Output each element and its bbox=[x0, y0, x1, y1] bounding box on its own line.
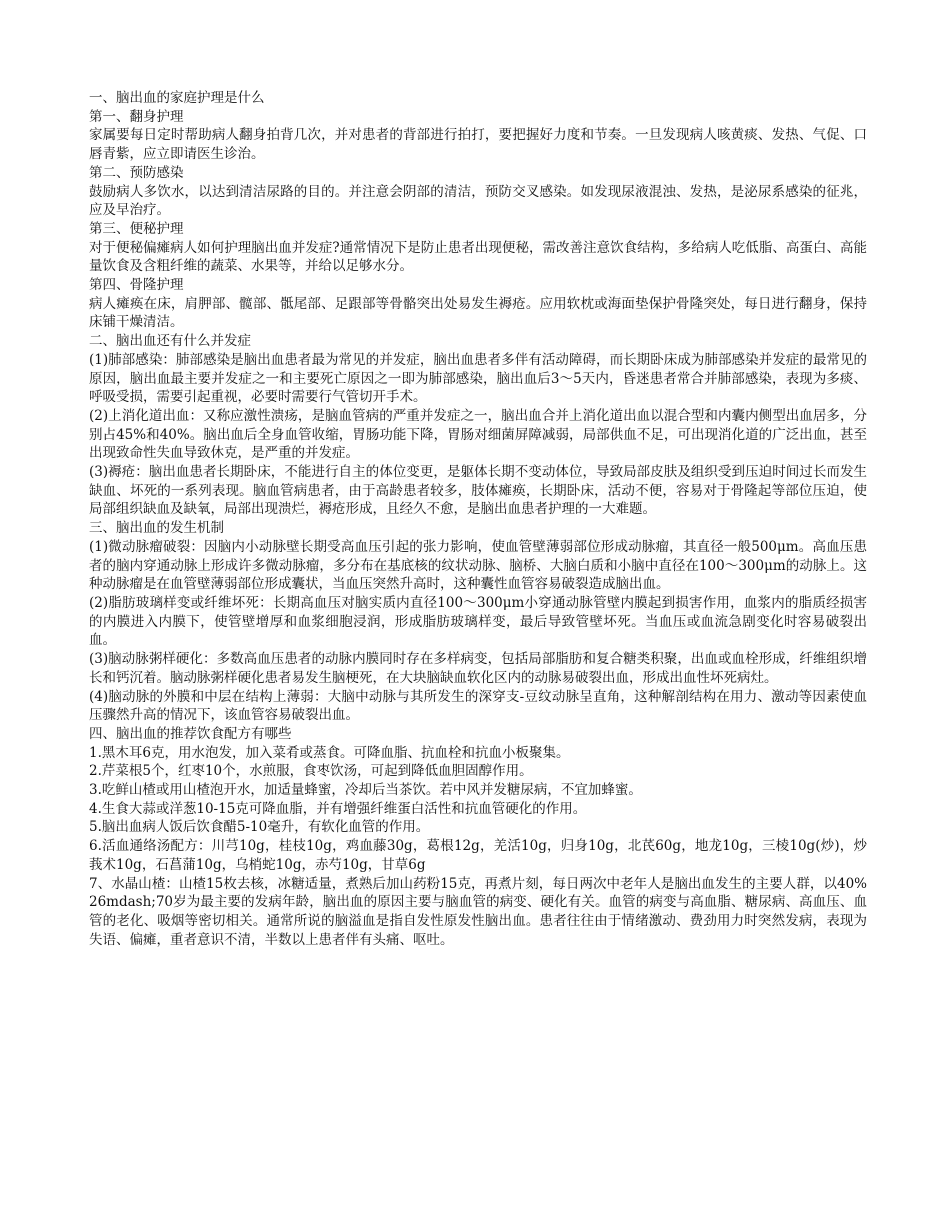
section-heading: 三、脑出血的发生机制 bbox=[89, 520, 224, 537]
list-item: 2.芹菜根5个，红枣10个，水煎服，食枣饮汤，可起到降低血胆固醇作用。 bbox=[89, 763, 533, 780]
paragraph: (3)褥疮：脑出血患者长期卧床，不能进行自主的体位变更，是躯体长期不变动体位，导致局部皮肤及组织受到压迫时间过长而发生缺血、坏死的一系列表现。脑血管病患者，由于高龄患者较多，肢体瘫痪，长期卧床，活动不便，容易对于骨隆起等部位压迫，使局部组织缺血及缺氧，局部出现溃烂，褥疮形成，且经久不愈，是脑出血患者护理的一大难题。 bbox=[89, 464, 867, 518]
list-item: 3.吃鲜山楂或用山楂泡开水，加适量蜂蜜，冷却后当茶饮。若中风并发糖尿病，不宜加蜂蜜。 bbox=[89, 782, 642, 799]
paragraph: (4)脑动脉的外膜和中层在结构上薄弱：大脑中动脉与其所发生的深穿支-豆纹动脉呈直角，这种解剖结构在用力、激动等因素使血压骤然升高的情况下，该血管容易破裂出血。 bbox=[89, 688, 867, 724]
subsection-heading: 第一、翻身护理 bbox=[89, 108, 184, 125]
list-item: 7、水晶山楂：山楂15枚去核，冰糖适量，煮熟后加山药粉15克，再煮片刻，每日两次中老年人是脑出血发生的主要人群，以40%26mdash;70岁为最主要的发病年龄，脑出血的原因主要与脑血管的病变、硬化有关。血管的病变与高血脂、糖尿病、高血压、血管的老化、吸烟等密切相关。通常所说的脑溢血是指自发性原发性脑出血。患者往往由于情绪激动、费劲用力时突然发病，表现为失语、偏瘫，重者意识不清，半数以上患者伴有头痛、呕吐。 bbox=[89, 875, 867, 948]
document-body bbox=[89, 89, 867, 949]
list-item: 4.生食大蒜或洋葱10-15克可降血脂，并有增强纤维蛋白活性和抗血管硬化的作用。 bbox=[89, 800, 587, 817]
paragraph: (2)上消化道出血：又称应激性溃疡，是脑血管病的严重并发症之一，脑出血合并上消化道出血以混合型和内囊内侧型出血居多，分别占45%和40%。脑出血后全身血管收缩，胃肠功能下降，胃肠对细菌屏障减弱，局部供血不足，可出现消化道的广泛出血，甚至出现致命性失血导致休克，是严重的并发症。 bbox=[89, 407, 867, 462]
paragraph: 对于便秘偏瘫病人如何护理脑出血并发症?通常情况下是防止患者出现便秘，需改善注意饮食结构，多给病人吃低脂、高蛋白、高能量饮食及含粗纤维的蔬菜、水果等，并给以足够水分。 bbox=[89, 239, 867, 275]
subsection-heading: 第三、便秘护理 bbox=[89, 220, 184, 237]
paragraph: (3)脑动脉粥样硬化：多数高血压患者的动脉内膜同时存在多样病变，包括局部脂肪和复合糖类积聚，出血或血栓形成，纤维组织增长和钙沉着。脑动脉粥样硬化患者易发生脑梗死，在大块脑缺血软化区内的动脉易破裂出血，形成出血性坏死病灶。 bbox=[89, 651, 867, 686]
paragraph: 家属要每日定时帮助病人翻身拍背几次，并对患者的背部进行拍打，要把握好力度和节奏。一旦发现病人咳黄痰、发热、气促、口唇青紫，应立即请医生诊治。 bbox=[89, 127, 867, 163]
paragraph: (2)脂肪玻璃样变或纤维坏死：长期高血压对脑实质内直径100～300μm小穿通动脉管壁内膜起到损害作用，血浆内的脂质经损害的内膜进入内膜下，使管壁增厚和血浆细胞浸润，形成脂肪玻璃样变，最后导致管壁坏死。当血压或血流急剧变化时容易破裂出血。 bbox=[89, 594, 867, 649]
subsection-heading: 第二、预防感染 bbox=[89, 164, 184, 181]
paragraph: (1)微动脉瘤破裂：因脑内小动脉壁长期受高血压引起的张力影响，使血管壁薄弱部位形成动脉瘤，其直径一般500μm。高血压患者的脑内穿通动脉上形成许多微动脉瘤，多分布在基底核的纹状动脉、脑桥、大脑白质和小脑中直径在100～300μm的动脉上。这种动脉瘤是在血管壁薄弱部位形成囊状，当血压突然升高时，这种囊性血管容易破裂造成脑出血。 bbox=[89, 538, 867, 593]
list-item: 1.黑木耳6克，用水泡发，加入菜肴或蒸食。可降血脂、抗血栓和抗血小板聚集。 bbox=[89, 744, 570, 761]
paragraph: 鼓励病人多饮水，以达到清洁尿路的目的。并注意会阴部的清洁，预防交叉感染。如发现尿液混浊、发热，是泌尿系感染的征兆，应及早治疗。 bbox=[89, 183, 867, 219]
subsection-heading: 第四、骨隆护理 bbox=[89, 277, 184, 294]
list-item: 5.脑出血病人饭后饮食醋5-10毫升，有软化血管的作用。 bbox=[89, 819, 430, 836]
paragraph: (1)肺部感染：肺部感染是脑出血患者最为常见的并发症，脑出血患者多伴有活动障碍，而长期卧床成为肺部感染并发症的最常见的原因，脑出血最主要并发症之一和主要死亡原因之一即为肺部感染，脑出血后3～5天内，昏迷患者常合并肺部感染，表现为多痰、呼吸受损，需要引起重视，必要时需要行气管切开手术。 bbox=[89, 351, 867, 406]
paragraph: 病人瘫痪在床，肩胛部、髋部、骶尾部、足跟部等骨骼突出处易发生褥疮。应用软枕或海面垫保护骨隆突处，每日进行翻身，保持床铺干燥清洁。 bbox=[89, 295, 867, 331]
section-heading: 四、脑出血的推荐饮食配方有哪些 bbox=[89, 725, 292, 742]
section-heading: 二、脑出血还有什么并发症 bbox=[89, 333, 251, 350]
section-heading: 一、脑出血的家庭护理是什么 bbox=[89, 90, 265, 106]
list-item: 6.活血通络汤配方：川芎10g，桂枝10g，鸡血藤30g，葛根12g，羌活10g，归身10g，北芪60g，地龙10g，三棱10g(炒)，炒莪术10g，石菖蒲10g，乌梢蛇10g，赤芍10g，甘草6g bbox=[89, 838, 867, 873]
